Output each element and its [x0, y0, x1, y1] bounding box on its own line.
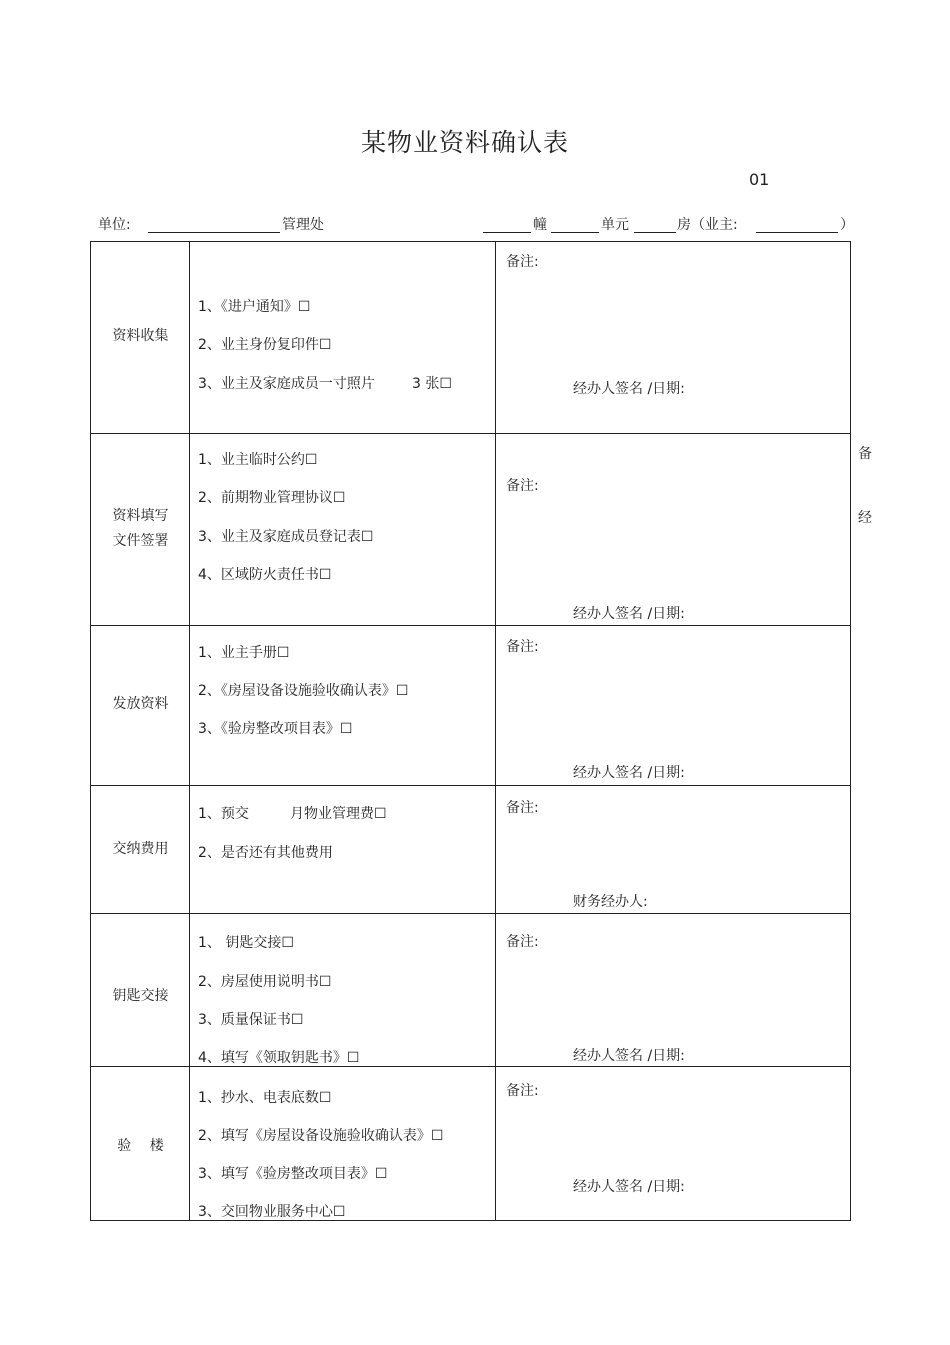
checklist-item[interactable]: 2、《房屋设备设施验收确认表》☐: [198, 683, 409, 699]
row-divider: [90, 785, 851, 786]
office-suffix: 管理处: [282, 217, 324, 233]
checklist-item[interactable]: 3、质量保证书☐: [198, 1012, 304, 1028]
signature-label: 财务经办人:: [573, 894, 648, 910]
note-label: 备注:: [506, 639, 539, 655]
note-label: 备注:: [506, 934, 539, 950]
table-border-top: [90, 241, 851, 242]
table-border-left: [90, 241, 91, 1221]
building-label: 幢: [533, 217, 547, 233]
unit-number-blank[interactable]: [551, 232, 599, 233]
column-divider: [495, 241, 496, 1221]
category-label: [92, 504, 189, 554]
checklist-item[interactable]: 1、业主临时公约☐: [198, 452, 318, 468]
checklist-item[interactable]: 2、业主身份复印件☐: [198, 337, 332, 353]
checklist-item[interactable]: 1、《进户通知》☐: [198, 299, 311, 315]
checklist-item[interactable]: 2、是否还有其他费用: [198, 845, 333, 861]
document-number: 01: [749, 170, 770, 189]
side-text: 备: [858, 446, 872, 462]
checklist-item[interactable]: 2、房屋使用说明书☐: [198, 974, 332, 990]
side-text: 经: [858, 510, 872, 526]
unit-room-label: 单元: [601, 217, 629, 233]
row-divider: [90, 913, 851, 914]
signature-label: 经办人签名 /日期:: [573, 765, 685, 781]
signature-label: 经办人签名 /日期:: [573, 606, 685, 622]
room-owner-label: 房（业主:: [677, 217, 738, 233]
checklist-item-count[interactable]: 3 张☐: [412, 376, 452, 392]
checklist-item[interactable]: 3、填写《验房整改项目表》☐: [198, 1166, 388, 1182]
checklist-item[interactable]: 3、业主及家庭成员一寸照片: [198, 376, 375, 392]
row-divider: [90, 433, 851, 434]
table-border-right: [850, 241, 851, 1221]
category-label-line: 文件签署: [112, 533, 169, 549]
category-label: 钥匙交接: [112, 988, 169, 1004]
checklist-item[interactable]: 1、预交: [198, 806, 249, 822]
category-label-line: 资料填写: [112, 508, 169, 524]
category-label: 验 楼: [117, 1138, 164, 1154]
checklist-item[interactable]: 1、 钥匙交接☐: [198, 935, 294, 951]
room-blank[interactable]: [634, 232, 676, 233]
category-label: 交纳费用: [112, 841, 169, 857]
signature-label: 经办人签名 /日期:: [573, 1048, 685, 1064]
checklist-item[interactable]: 1、业主手册☐: [198, 645, 290, 661]
signature-label: 经办人签名 /日期:: [573, 381, 685, 397]
close-paren: ）: [840, 217, 854, 233]
note-label: 备注:: [506, 1083, 539, 1099]
checklist-item[interactable]: 3、《验房整改项目表》☐: [198, 721, 353, 737]
note-label: 备注:: [506, 254, 539, 270]
column-divider: [189, 241, 190, 1221]
building-blank[interactable]: [483, 232, 531, 233]
page-title: 某物业资料确认表: [360, 128, 569, 157]
row-divider: [90, 625, 851, 626]
checklist-item[interactable]: 1、抄水、电表底数☐: [198, 1090, 332, 1106]
checklist-item[interactable]: 3、交回物业服务中心☐: [198, 1204, 346, 1220]
unit-name-blank[interactable]: [148, 232, 280, 233]
owner-name-blank[interactable]: [756, 232, 838, 233]
category-label: 发放资料: [112, 696, 169, 712]
signature-label: 经办人签名 /日期:: [573, 1179, 685, 1195]
note-label: 备注:: [506, 478, 539, 494]
checklist-item[interactable]: 3、业主及家庭成员登记表☐: [198, 529, 374, 545]
checklist-item[interactable]: 2、填写《房屋设备设施验收确认表》☐: [198, 1128, 444, 1144]
checklist-item[interactable]: 4、区域防火责任书☐: [198, 567, 332, 583]
unit-label: 单位:: [98, 217, 131, 233]
checklist-item[interactable]: 2、前期物业管理协议☐: [198, 490, 346, 506]
note-label: 备注:: [506, 800, 539, 816]
checklist-item-fee[interactable]: 月物业管理费☐: [290, 806, 387, 822]
category-label: 资料收集: [112, 328, 169, 344]
checklist-item[interactable]: 4、填写《领取钥匙书》☐: [198, 1050, 360, 1066]
